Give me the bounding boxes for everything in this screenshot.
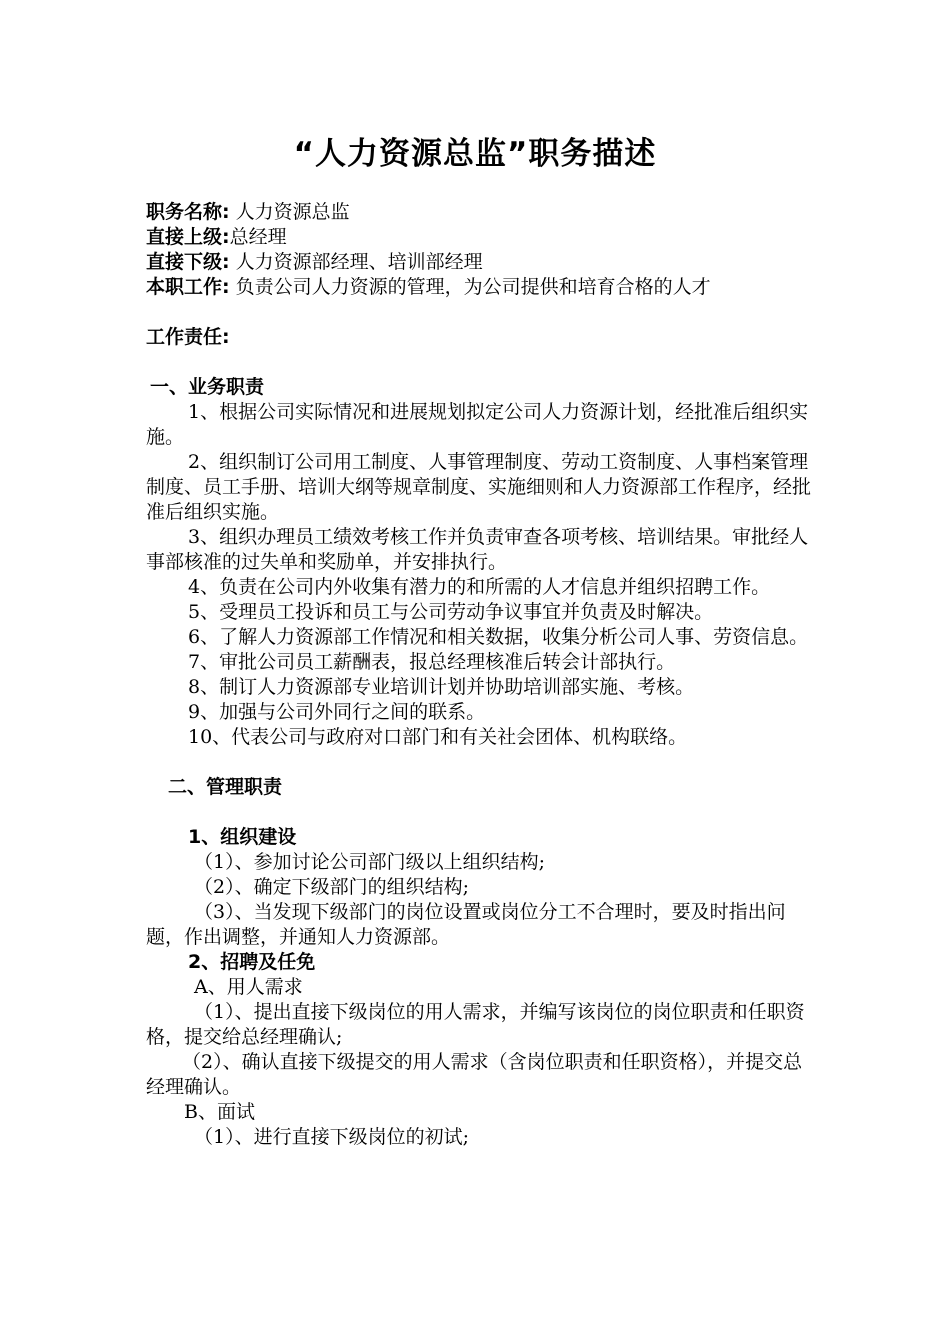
demand-heading: A、用人需求 <box>194 976 303 998</box>
subsection-recruit-heading: 2、招聘及任免 <box>188 951 316 973</box>
job-name-label: 职务名称: <box>146 201 230 223</box>
subordinate-value: 人力资源部经理、培训部经理 <box>229 251 483 273</box>
superior-value: 总经理 <box>229 226 287 248</box>
section1-item: 10、代表公司与政府对口部门和有关社会团体、机构联络。 <box>188 726 688 748</box>
section1-item: 5、受理员工投诉和员工与公司劳动争议事宜并负责及时解决。 <box>188 601 714 623</box>
responsibilities-heading: 工作责任: <box>146 326 230 348</box>
section1-item: 6、了解人力资源部工作情况和相关数据，收集分析公司人事、劳资信息。 <box>188 626 809 648</box>
info-superior <box>146 225 814 250</box>
subsection-org-heading: 1、组织建设 <box>188 826 297 848</box>
interview-item: （1）、进行直接下级岗位的初试; <box>194 1126 469 1148</box>
info-job-name <box>146 200 814 225</box>
section1-item: 9、加强与公司外同行之间的联系。 <box>188 701 486 723</box>
duty-value: 负责公司人力资源的管理，为公司提供和培育合格的人才 <box>229 276 711 298</box>
section1-item: 1、根据公司实际情况和进展规划拟定公司人力资源计划，经批准后组织实施。 <box>146 401 809 448</box>
section1-item: 3、组织办理员工绩效考核工作并负责审查各项考核、培训结果。审批经人事部核准的过失单和奖励单，并安排执行。 <box>146 526 809 573</box>
section1-item: 8、制订人力资源部专业培训计划并协助培训部实施、考核。 <box>188 676 695 698</box>
superior-label: 直接上级: <box>146 226 230 248</box>
org-item: （2）、确定下级部门的组织结构; <box>194 876 469 898</box>
section1-item: 7、审批公司员工薪酬表，报总经理核准后转会计部执行。 <box>188 651 676 673</box>
document-body <box>146 200 814 1150</box>
interview-heading: B、面试 <box>184 1101 255 1123</box>
subordinate-label: 直接下级: <box>146 251 230 273</box>
job-name-value: 人力资源总监 <box>229 201 350 223</box>
section1-item: 4、负责在公司内外收集有潜力的和所需的人才信息并组织招聘工作。 <box>188 576 771 598</box>
org-item: （3）、当发现下级部门的岗位设置或岗位分工不合理时，要及时指出问题，作出调整，并通知人力资源部。 <box>146 901 786 948</box>
demand-item: （1）、提出直接下级岗位的用人需求，并编写该岗位的岗位职责和任职资格，提交给总经理确认; <box>146 1001 805 1048</box>
demand-item: （2）、确认直接下级提交的用人需求（含岗位职责和任职资格），并提交总经理确认。 <box>146 1051 803 1098</box>
section1-item: 2、组织制订公司用工制度、人事管理制度、劳动工资制度、人事档案管理制度、员工手册、培训大纲等规章制度、实施细则和人力资源部工作程序，经批准后组织实施。 <box>146 451 812 523</box>
org-item: （1）、参加讨论公司部门级以上组织结构; <box>194 851 545 873</box>
document-title: “人力资源总监”职务描述 <box>293 136 657 172</box>
duty-label: 本职工作: <box>146 276 230 298</box>
info-subordinate <box>146 250 814 275</box>
info-duty <box>146 275 814 300</box>
section2-heading: 二、管理职责 <box>168 776 283 798</box>
section1-heading: 一、业务职责 <box>150 376 265 398</box>
